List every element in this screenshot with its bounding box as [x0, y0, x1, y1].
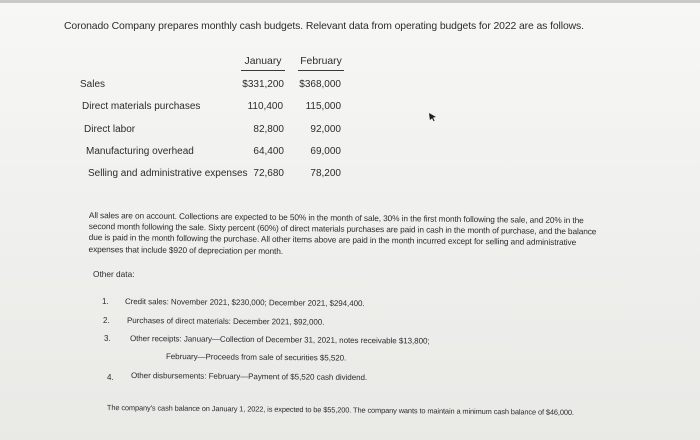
row-label-direct-labor: Direct labor: [84, 124, 136, 135]
header-january: January: [244, 56, 282, 67]
other-data-item-text: Credit sales: November 2021, $230,000; December 2021, $294,400.: [124, 297, 365, 309]
row-label-selling-admin: Selling and administrative expenses: [88, 168, 248, 179]
other-data-item-text-continued: February—Proceeds from sale of securities $5,520.: [165, 352, 347, 363]
budget-table: [0, 0, 700, 190]
other-data-item-number: 1.: [102, 297, 109, 306]
other-data-item-text: Other disbursements: February—Payment of $5,520 cash dividend.: [130, 371, 368, 383]
other-data-item-text: Purchases of direct materials: December 2021, $92,000.: [126, 316, 325, 327]
cell-selling-february: 78,200: [310, 168, 341, 179]
row-label-direct-materials: Direct materials purchases: [82, 101, 201, 112]
header-january-underline: [241, 70, 285, 71]
other-data-item-number: 3.: [104, 334, 111, 343]
cell-labor-february: 92,000: [310, 124, 341, 135]
header-february-underline: [298, 70, 344, 71]
cell-materials-february: 115,000: [305, 101, 341, 112]
cash-balance-note: The company's cash balance on January 1, 2022, is expected to be $55,200. The company wants to maintain a minimum cash balance of $46,000.: [106, 403, 574, 417]
other-data-item-number: 2.: [103, 316, 110, 325]
other-data-item-text: Other receipts: January—Collection of December 31, 2021, notes receivable $13,800;: [129, 334, 430, 346]
intro-text: Coronado Company prepares monthly cash budgets. Relevant data from operating budgets for 2022 are as follows.: [64, 21, 584, 32]
other-data-item-number: 4.: [107, 373, 114, 382]
header-february: February: [300, 56, 342, 67]
cell-materials-january: 110,400: [247, 101, 283, 112]
row-label-manufacturing-overhead: Manufacturing overhead: [86, 146, 194, 157]
other-data-title: Other data:: [93, 269, 135, 279]
row-label-sales: Sales: [80, 79, 106, 90]
cell-overhead-january: 64,400: [253, 146, 284, 157]
cell-sales-february: $368,000: [299, 79, 341, 90]
cell-sales-january: $331,200: [242, 79, 284, 90]
mouse-cursor-icon: [428, 112, 438, 122]
cell-labor-january: 82,800: [253, 124, 284, 135]
cell-selling-january: 72,680: [253, 168, 284, 179]
collection-policy-paragraph: All sales are on account. Collections are expected to be 50% in the month of sale, 30% in the first month following the sale, and 20% in the second month following the sale. Sixty percent (60%) of direct materials purchases are paid in cash in the month of purchase, and the balance due is paid in the month following the purchase. All other items above are paid in the month incurred except for selling and administrative expenses that include $920 of depreciation per month.: [88, 210, 597, 256]
cell-overhead-february: 69,000: [310, 146, 341, 157]
